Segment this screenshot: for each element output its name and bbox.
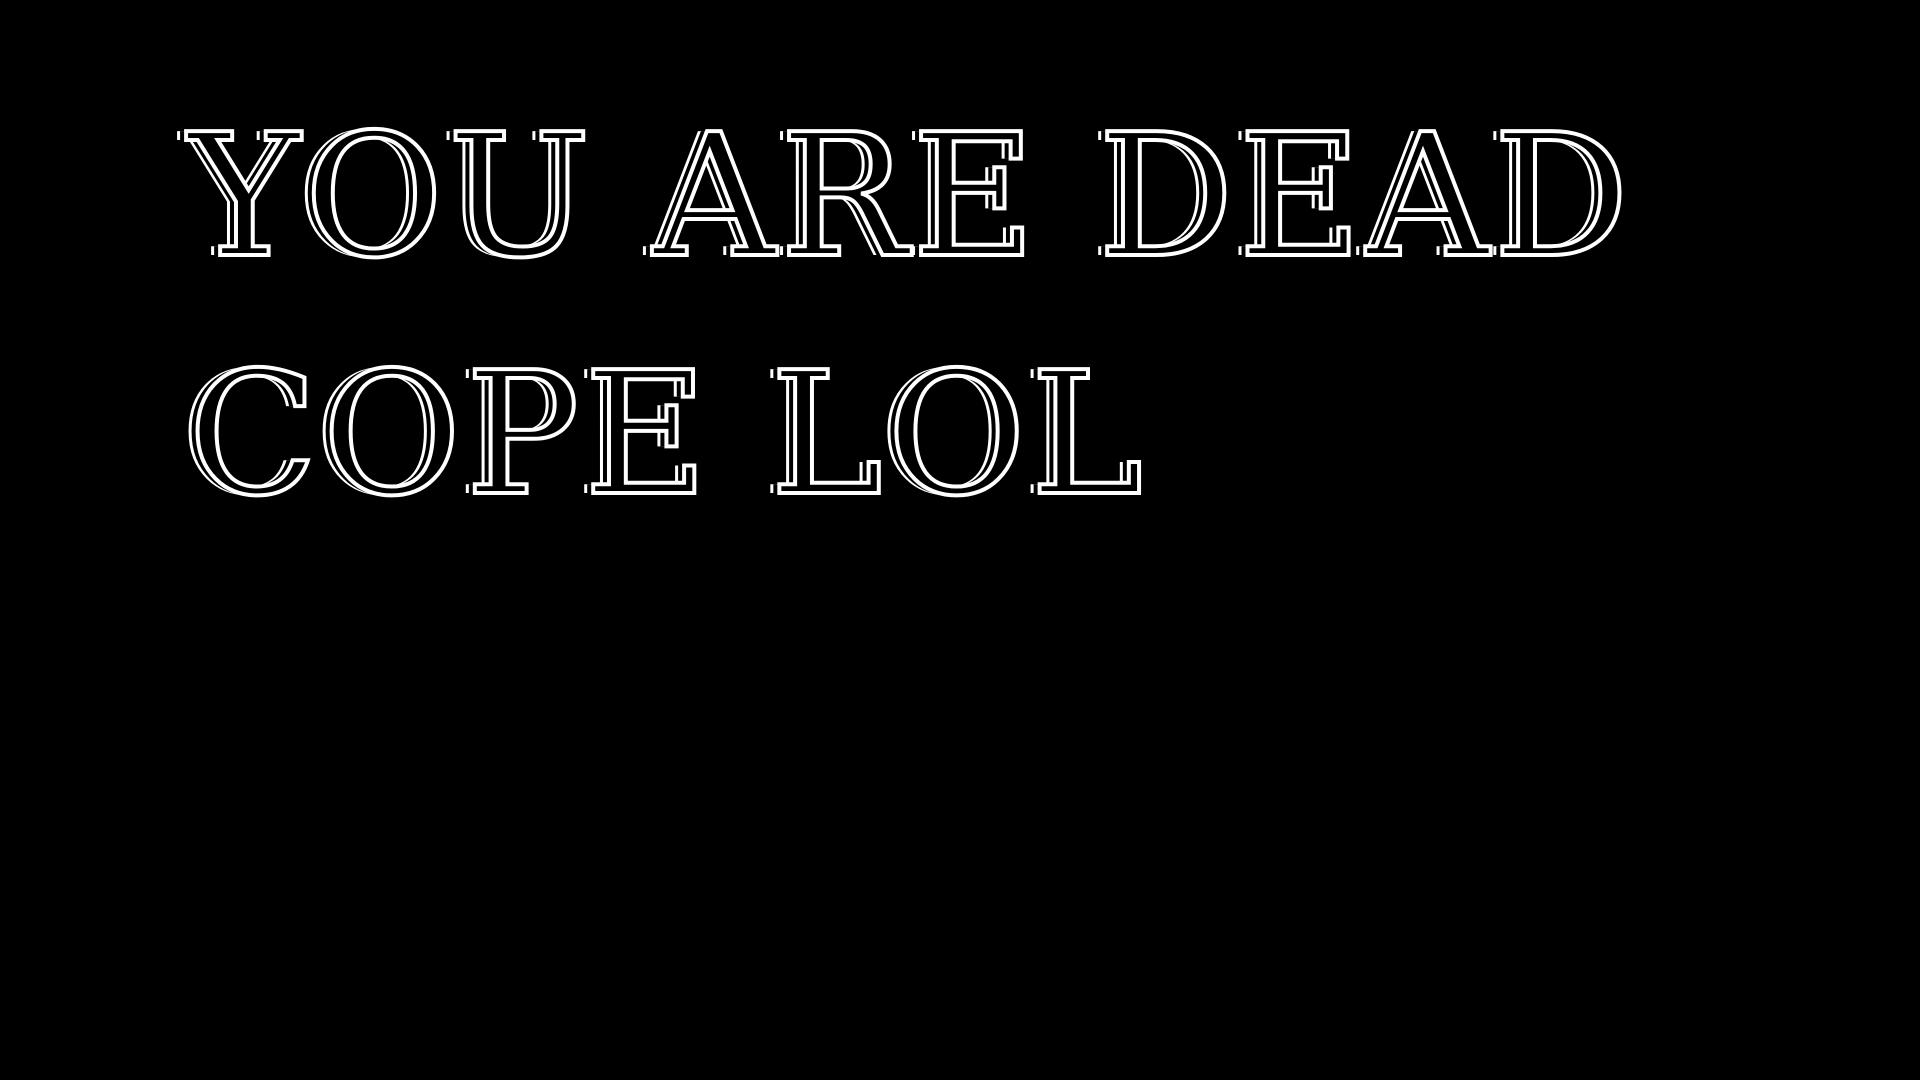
death-message [188, 78, 1888, 554]
death-message-line-2: COPE LOL [188, 336, 1148, 534]
death-message-line-1: YOU ARE DEAD [188, 98, 1634, 296]
